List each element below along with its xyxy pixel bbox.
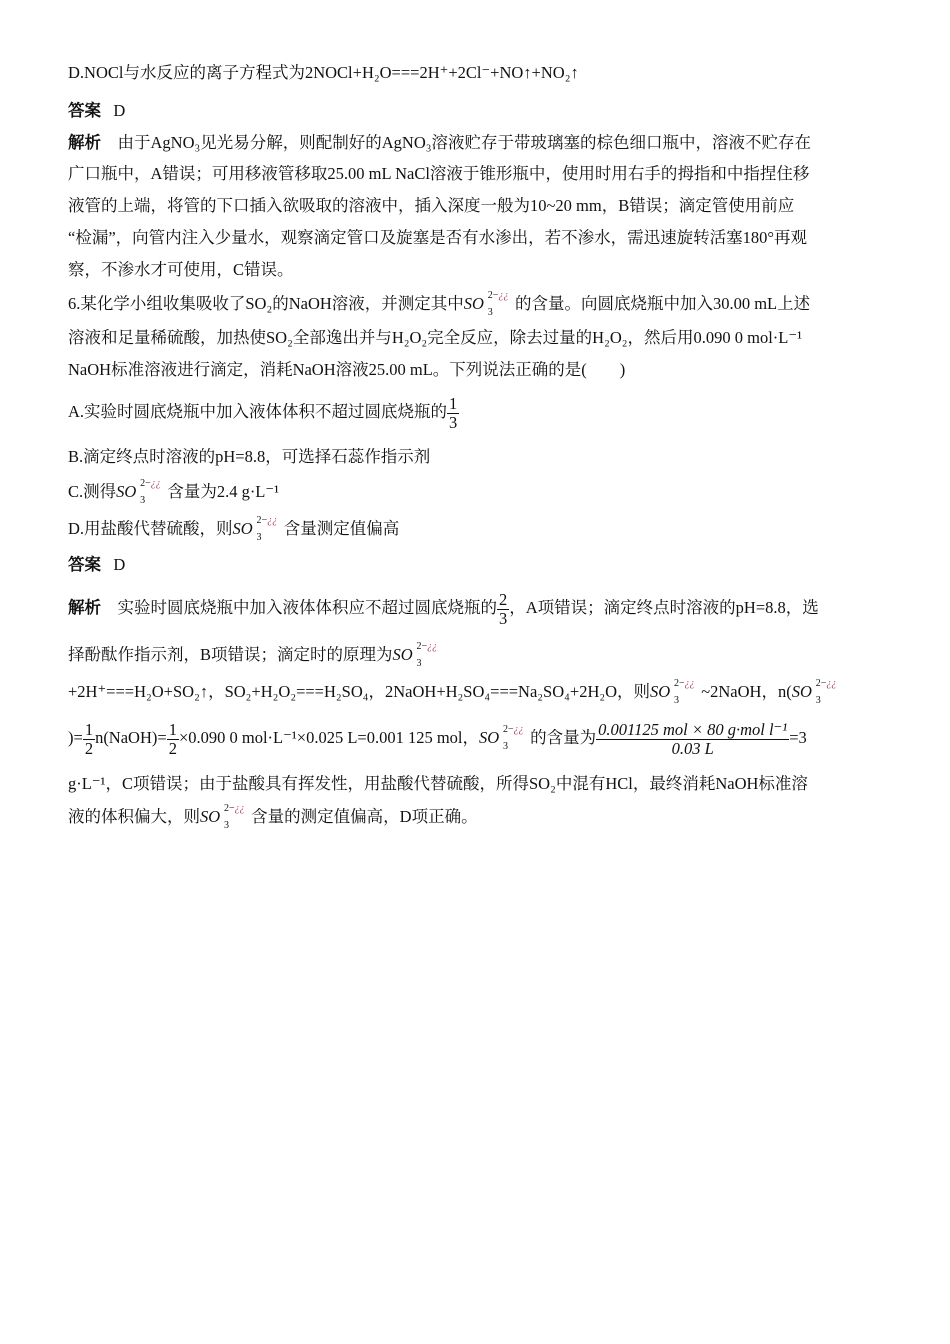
sulfite-ion: SO 2−¿¿ 3	[791, 678, 837, 706]
explanation-1-line-5: 察，不渗水才可使用，C错误。	[68, 260, 294, 279]
content-calculation-fraction: $\frac{\text{0.001125 mol × 80 g·mol l⁻¹}}{0.03 L}$	[598, 719, 788, 758]
sulfite-ion: SO 2−¿¿ 3	[200, 803, 245, 831]
option-d-prev: D.NOCl与水反应的离子方程式为2NOCl+H₂O===2H⁺+2Cl⁻+NO↑+NO₂↑	[68, 63, 579, 82]
explanation-2-line-6: 液的体积偏大，则SO 2−¿¿ 3 含量的测定值偏高，D项正确。	[68, 803, 478, 831]
sulfite-ion: SO 2−¿¿ 3	[392, 641, 438, 669]
explanation-1-line-1: 解析 由于AgNO₃见光易分解，则配制好的AgNO₃溶液贮存于带玻璃塞的棕色细口瓶中，溶液不贮存在	[68, 133, 811, 152]
fraction-two-thirds: $\frac{2}{3}$	[499, 589, 508, 628]
question-6-line-3: NaOH标准溶液进行滴定，消耗NaOH溶液25.00 mL。下列说法正确的是( )	[68, 360, 626, 379]
question-6-line-2: 溶液和足量稀硫酸，加热使SO₂全部逸出并与H₂O₂完全反应，除去过量的H₂O₂，然后用0.090 0 mol·L⁻¹	[68, 328, 803, 347]
explanation-1-line-3: 液管的上端，将管的下口插入欲吸取的溶液中，插入深度一般为10~20 mm，B错误；滴定管使用前应	[68, 196, 795, 215]
answer-2: 答案 D	[68, 555, 126, 574]
explanation-1-line-4: “检漏”，向管内注入少量水，观察滴定管口及旋塞是否有水渗出，若不渗水，需迅速旋转活塞180°再观	[68, 228, 807, 247]
explanation-1-line-2: 广口瓶中，A错误；可用移液管移取25.00 mL NaCl溶液于锥形瓶中，使用时用右手的拇指和中指捏住移	[68, 164, 810, 183]
explanation-2-line-4: )= $\frac{1}{2}$ n(NaOH)= $\frac{1}{2}$ ×0.090 0 mol·L⁻¹×0.025 L=0.001 125 mol，SO 2−¿¿ 3 的含量为 $\frac{\text{0.001125 mol × 80 g·mol l⁻¹}}{0.03 L}$ =3	[68, 716, 807, 760]
explanation-2-line-2: 择酚酞作指示剂，B项错误；滴定时的原理为SO 2−¿¿ 3	[68, 644, 444, 666]
answer-1: 答案 D	[68, 101, 126, 120]
option-d: D.用盐酸代替硫酸，则SO 2−¿¿ 3 含量测定值偏高	[68, 515, 400, 543]
explanation-2-line-5: g·L⁻¹，C项错误；由于盐酸具有挥发性，用盐酸代替硫酸，所得SO₂中混有HCl，最终消耗NaOH标准溶	[68, 774, 808, 793]
fraction-one-half: $\frac{1}{2}$	[84, 719, 94, 758]
sulfite-ion: SO 2−¿¿ 3	[232, 515, 278, 543]
sulfite-ion: SO 2−¿¿ 3	[116, 478, 161, 506]
explanation-2-line-1: 解析 实验时圆底烧瓶中加入液体体积应不超过圆底烧瓶的 $\frac{2}{3}$ ，A项错误；滴定终点时溶液的pH=8.8，选	[68, 589, 819, 628]
sulfite-ion: SO 2−¿¿ 3	[479, 724, 524, 752]
fraction-one-third: $\frac{1}{3}$	[449, 393, 458, 432]
fraction-one-half: $\frac{1}{2}$	[168, 719, 177, 758]
sulfite-ion: SO 2−¿¿ 3	[650, 678, 695, 706]
option-b: B.滴定终点时溶液的pH=8.8，可选择石蕊作指示剂	[68, 447, 431, 466]
question-6-line-1: 6.某化学小组收集吸收了SO₂的NaOH溶液，并测定其中SO 2−¿¿ 3 的含量。向圆底烧瓶中加入30.00 mL上述	[68, 290, 811, 318]
sulfite-ion: SO 2−¿¿ 3	[463, 290, 509, 318]
explanation-2-line-3: +2H⁺===H₂O+SO₂↑，SO₂+H₂O₂===H₂SO₄，2NaOH+H₂SO₄===Na₂SO₄+2H₂O，则SO 2−¿¿ 3 ~2NaOH，n(SO 2−¿¿ 3	[68, 681, 843, 703]
option-a: A.实验时圆底烧瓶中加入液体体积不超过圆底烧瓶的 $\frac{1}{3}$	[68, 393, 458, 432]
option-c: C.测得SO 2−¿¿ 3 含量为2.4 g·L⁻¹	[68, 478, 280, 506]
